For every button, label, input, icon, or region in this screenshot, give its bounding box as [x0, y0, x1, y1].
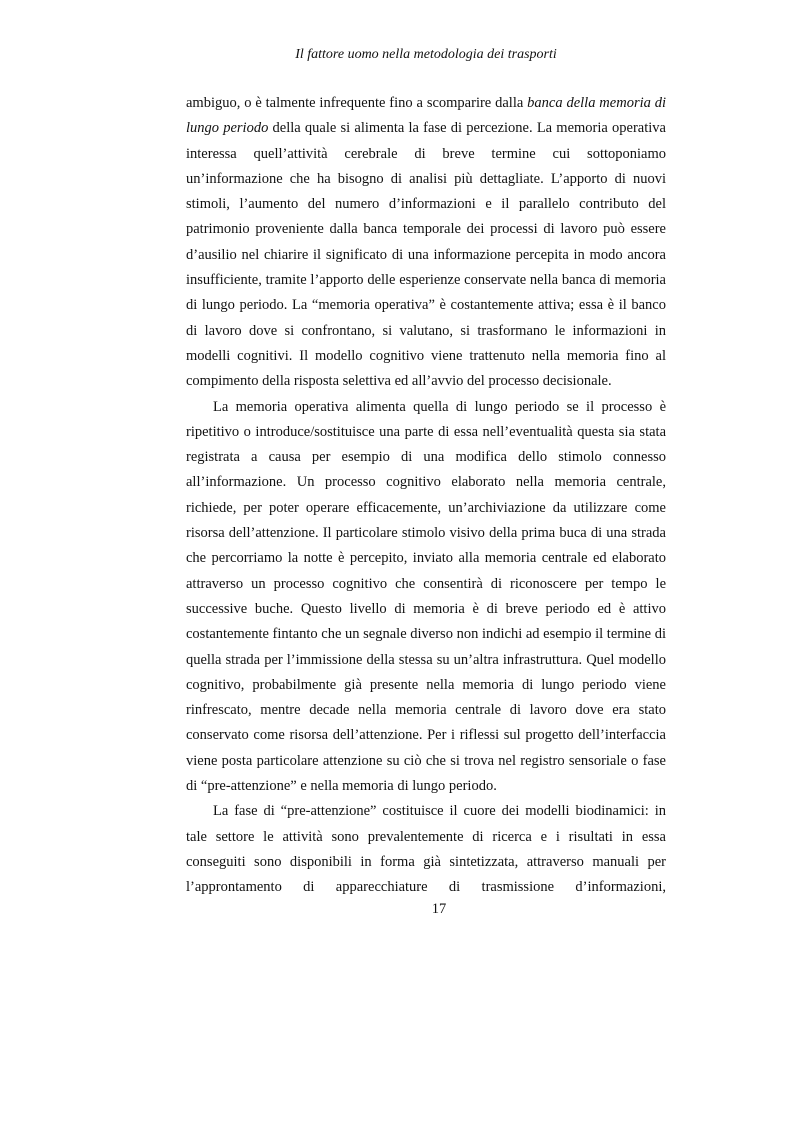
paragraph-3: La fase di “pre-attenzione” costituisce il cuore dei modelli biodinamici: in tale settore le attività sono prevalentemente di ricerca e i risultati in essa conseguiti sono disponibili in forma già sintetizzata, attraverso manuali per l’approntamento di apparecchiature di trasmissione d’informazioni,	[186, 803, 666, 896]
paragraph-1	[186, 91, 666, 395]
paragraph-1-emphasis: banca della memoria di lungo periodo	[186, 95, 666, 137]
paragraph-1-text-b: della quale si alimenta la fase di percezione. La memoria operativa interessa quell’attività cerebrale di breve termine cui sottoponiamo un’informazione che ha bisogno di analisi più dettagliate. L’apporto di nuovi stimoli, l’aumento del numero d’informazioni e il parallelo contributo del patrimonio proveniente dalla banca temporale dei processi di lavoro può essere d’ausilio nel chiarire il significato di una informazione percepita in modo ancora insufficiente, tramite l’apporto delle esperienze conservate nella banca di memoria di lungo periodo. La “memoria operativa” è costantemente attiva; essa è il banco di lavoro dove si confrontano, si valutano, si trasformano le informazioni in modelli cognitivi. Il modello cognitivo viene trattenuto nella memoria fino al compimento della risposta selettiva ed all’avvio del processo decisionale.	[186, 120, 666, 390]
body-text	[186, 91, 666, 901]
paragraph-1-text-a: ambiguo, o è talmente infrequente fino a scomparire dalla	[186, 95, 528, 111]
paragraph-2: La memoria operativa alimenta quella di lungo periodo se il processo è ripetitivo o introduce/sostituisce una parte di essa nell’eventualità questa sia stata registrata a causa per esempio di una modifica dello stimolo connesso all’informazione. Un processo cognitivo elaborato nella memoria centrale, richiede, per poter operare efficacemente, un’archiviazione da utilizzare come risorsa dell’attenzione. Il particolare stimolo visivo della prima buca di una strada che percorriamo la notte è percepito, inviato alla memoria centrale ed elaborato attraverso un processo cognitivo che consentirà di riconoscere per tempo le successive buche. Questo livello di memoria è di breve periodo ed è attivo costantemente fintanto che un segnale diverso non indichi ad esempio il termine di quella strada per l’immissione della stessa su un’altra infrastruttura. Quel modello cognitivo, probabilmente già presente nella memoria di lungo periodo viene rinfrescato, mentre decade nella memoria centrale di lavoro dove era stato conservato come risorsa dell’attenzione. Per i riflessi sul progetto dell’interfaccia viene posta particolare attenzione su ciò che si trova nel registro sensoriale o fase di “pre-attenzione” e nella memoria di lungo periodo.	[186, 398, 666, 795]
running-header: Il fattore uomo nella metodologia dei trasporti	[295, 47, 557, 62]
page-number: 17	[431, 901, 447, 917]
